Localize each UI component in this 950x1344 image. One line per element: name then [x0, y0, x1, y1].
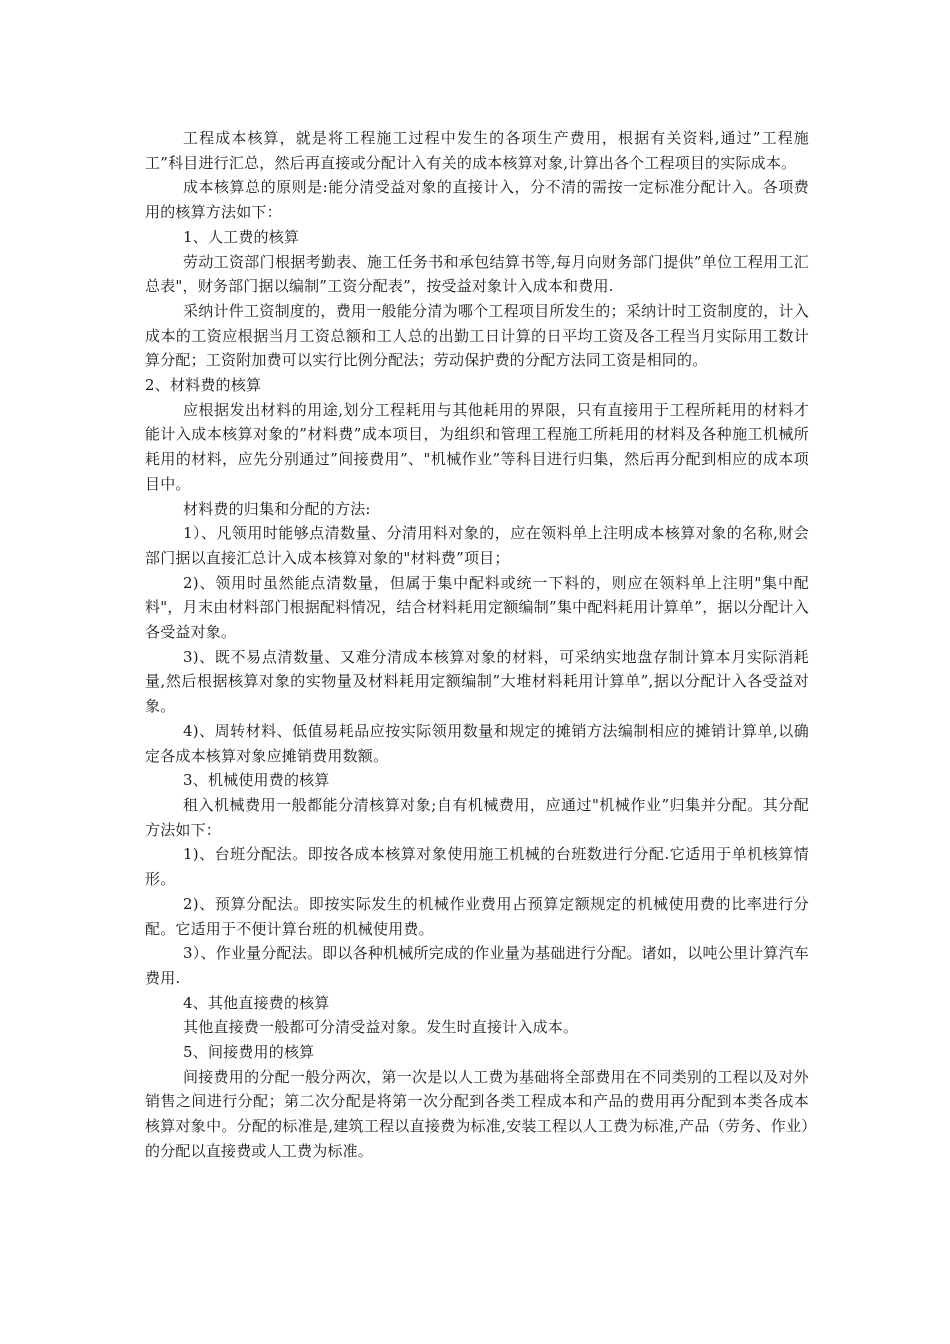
paragraph-labor-2: 采纳计件工资制度的，费用一般能分清为哪个工程项目所发生的；采纳计时工资制度的，计入成本的工资应根据当月工资总额和工人总的出勤工日计算的日平均工资及各工程当月实际用工数计算分配；工资附加费可以实行比例分配法；劳动保护费的分配方法同工资是相同的。: [145, 301, 809, 370]
list-item-machinery-3: 3）、作业量分配法。即以各种机械所完成的作业量为基础进行分配。诸如，以吨公里计算汽车费用.: [145, 944, 809, 987]
paragraph-material-methods: 材料费的归集和分配的方法:: [183, 499, 371, 518]
document-body: [145, 126, 809, 1164]
paragraph-material-1: 应根据发出材料的用途,划分工程耗用与其他耗用的界限，只有直接用于工程所耗用的材料才能计入成本核算对象的”材料费”成本项目，为组织和管理工程施工所耗用的材料及各种施工机械所耗用的材料，应先分别通过”间接费用”、"机械作业”等科目进行归集，然后再分配到相应的成本项目中。: [145, 400, 809, 493]
heading-machinery-cost: 3、机械使用费的核算: [183, 771, 330, 790]
list-item-machinery-1: 1)、台班分配法。即按各成本核算对象使用施工机械的台班数进行分配.它适用于单机核算情形。: [145, 845, 809, 889]
heading-indirect-cost: 5、间接费用的核算: [183, 1043, 315, 1062]
paragraph-intro: 工程成本核算，就是将工程施工过程中发生的各项生产费用，根据有关资料,通过”工程施工”科目进行汇总，然后再直接或分配计入有关的成本核算对象,计算出各个工程项目的实际成本。: [145, 129, 809, 172]
list-item-material-1: 1）、凡领用时能够点清数量、分清用料对象的，应在领料单上注明成本核算对象的名称,财会部门据以直接汇总计入成本核算对象的"材料费”项目；: [145, 524, 809, 567]
paragraph-other-direct: 其他直接费一般都可分清受益对象。发生时直接计入成本。: [183, 1018, 579, 1037]
paragraph-indirect: 间接费用的分配一般分两次，第一次是以人工费为基础将全部费用在不同类别的工程以及对外销售之间进行分配；第二次分配是将第一次分配到各类工程成本和产品的费用再分配到本类各成本核算对象中。分配的标准是,建筑工程以直接费为标准,安装工程以人工费为标准,产品（劳务、作业）的分配以直接费或人工费为标准。: [145, 1067, 809, 1160]
list-item-material-2: 2)、领用时虽然能点清数量，但属于集中配料或统一下料的，则应在领料单上注明"集中配料"，月末由材料部门根据配料情况，结合材料耗用定额编制”集中配料耗用计算单”，据以分配计入各受益对象。: [145, 573, 809, 642]
paragraph-labor-1: 劳动工资部门根据考勤表、施工任务书和承包结算书等,每月向财务部门提供”单位工程用工汇总表"，财务部门据以编制”工资分配表”，按受益对象计入成本和费用.: [145, 252, 809, 296]
paragraph-machinery-1: 租入机械费用一般都能分清核算对象;自有机械费用，应通过"机械作业”归集并分配。其分配方法如下：: [145, 795, 809, 839]
list-item-material-4: 4)、周转材料、低值易耗品应按实际领用数量和规定的摊销方法编制相应的摊销计算单,以确定各成本核算对象应摊销费用数额。: [145, 721, 809, 765]
heading-material-cost: 2、材料费的核算: [145, 376, 262, 395]
paragraph-principle: 成本核算总的原则是:能分清受益对象的直接计入，分不清的需按一定标准分配计入。各项费用的核算方法如下：: [145, 178, 809, 222]
list-item-material-3: 3)、既不易点清数量、又难分清成本核算对象的材料，可采纳实地盘存制计算本月实际消耗量,然后根据核算对象的实物量及材料耗用定额编制”大堆材料耗用计算单”,据以分配计入各受益对象。: [145, 647, 809, 716]
heading-other-direct-cost: 4、其他直接费的核算: [183, 993, 330, 1012]
heading-labor-cost: 1、人工费的核算: [183, 227, 300, 246]
list-item-machinery-2: 2)、预算分配法。即按实际发生的机械作业费用占预算定额规定的机械使用费的比率进行分配。它适用于不便计算台班的机械使用费。: [145, 894, 809, 938]
